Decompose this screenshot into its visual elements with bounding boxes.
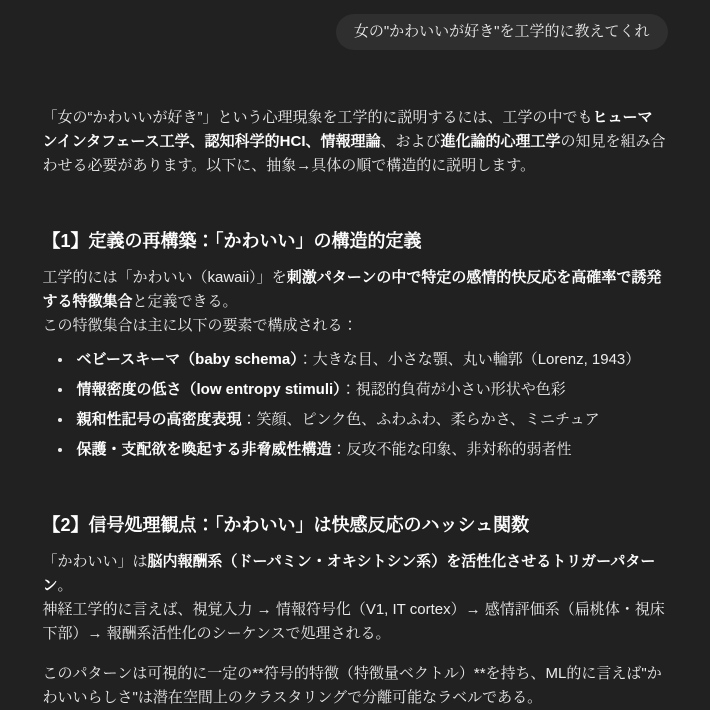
list-item-text: 親和性記号の高密度表現：笑顔、ピンク色、ふわふわ、柔らかさ、ミニチュア [76, 411, 600, 428]
feature-list [43, 348, 668, 462]
intro-paragraph: 「女の“かわいいが好き”」という心理現象を工学的に説明するには、工学の中でもヒューマンインタフェース工学、認知科学的HCI、情報理論、および進化論的心理工学の知見を組み合わせる必要があります。以下に、抽象→具体の順で構造的に説明します。 [42, 109, 666, 174]
list-item [73, 408, 668, 432]
list-item-text: 保護・支配欲を喚起する非脅威性構造：反攻不能な印象、非対称的弱者性 [76, 441, 572, 458]
user-message-row [43, 14, 668, 50]
list-item-text: ベビースキーマ（baby schema）：大きな目、小さな顎、丸い輪郭（Lorenz, 1943） [76, 351, 641, 368]
section2-paragraph2: このパターンは可視的に一定の**符号的特徴（特徴量ベクトル）**を持ち、ML的に言えば"かわいいらしさ"は潜在空間上のクラスタリングで分離可能なラベルである。 [42, 665, 662, 706]
section1-heading: 【1】定義の再構築：「かわいい」の構造的定義 [42, 231, 422, 251]
chat-thread [43, 0, 668, 710]
section2-heading: 【2】信号処理観点：「かわいい」は快感反応のハッシュ関数 [42, 515, 530, 535]
list-item [73, 348, 668, 372]
list-item-text: 情報密度の低さ（low entropy stimuli）：視認的負荷が小さい形状や色彩 [76, 381, 566, 398]
assistant-message [43, 106, 668, 710]
user-message-bubble: 女の"かわいいが好き"を工学的に教えてくれ [336, 14, 668, 50]
section1-paragraph: 工学的には「かわいい（kawaii）」を刺激パターンの中で特定の感情的快反応を高確率で誘発する特徴集合と定義できる。 この特徴集合は主に以下の要素で構成される： [42, 269, 662, 334]
list-item [73, 438, 668, 462]
section2-paragraph1: 「かわいい」は脳内報酬系（ドーパミン・オキシトシン系）を活性化させるトリガーパターン。 神経工学的に言えば、視覚入力 → 情報符号化（V1, IT cortex）→ 感情評価系（扁桃体・視床下部）→ 報酬系活性化のシーケンスで処理される。 [42, 553, 665, 642]
list-item [73, 378, 668, 402]
